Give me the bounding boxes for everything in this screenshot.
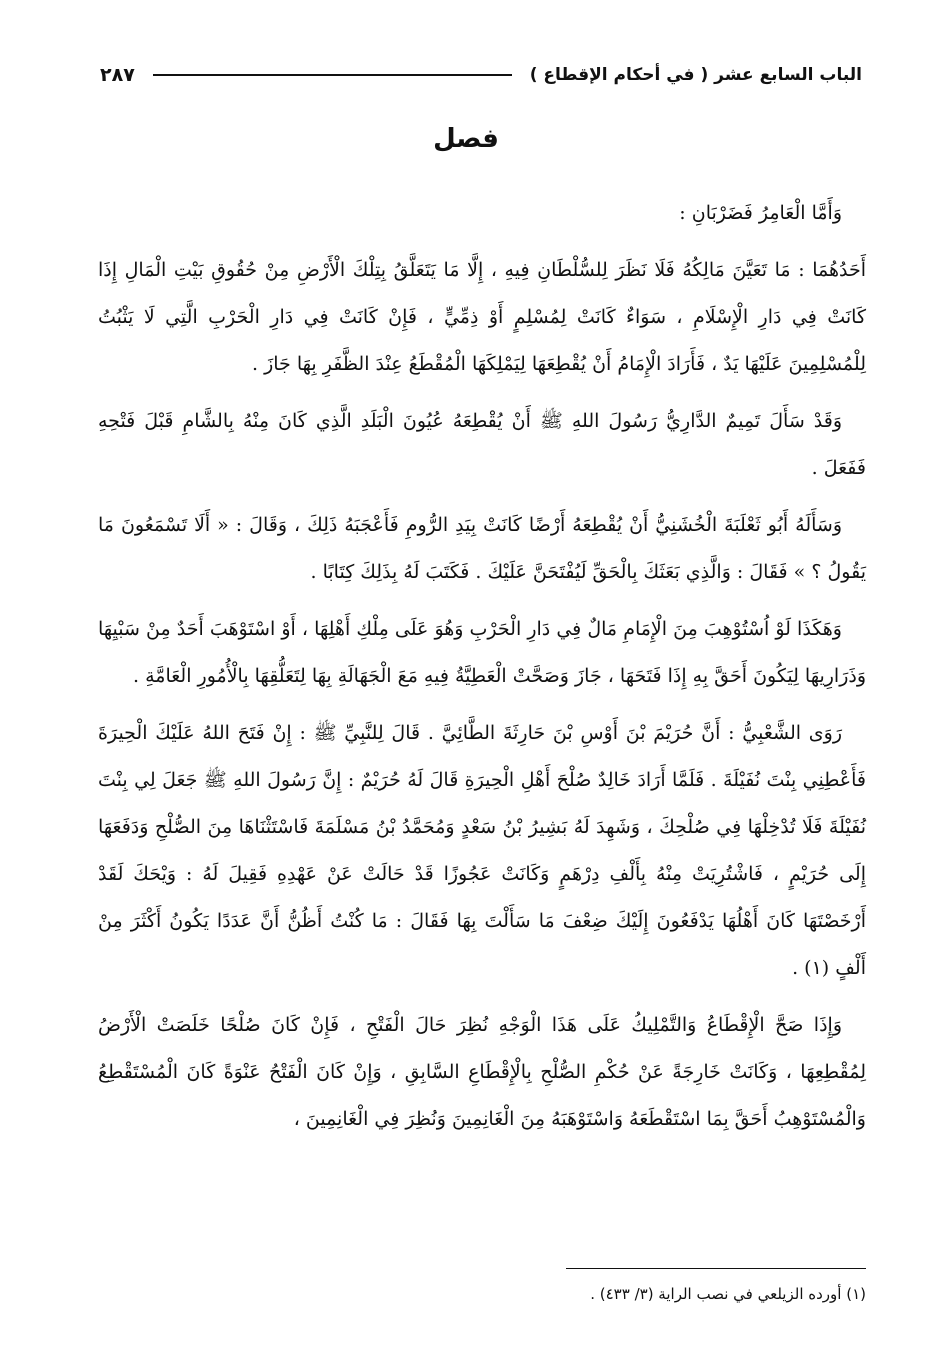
running-header <box>100 58 862 92</box>
running-title: الباب السابع عشر ( في أحكام الإقطاع ) <box>529 65 862 85</box>
footnote-rule <box>566 1268 866 1269</box>
section-heading: فصل <box>433 124 499 154</box>
paragraph: رَوَى الشَّعْبِيُّ : أَنَّ حُرَيْمَ بْنَ أَوْسِ بْنَ حَارِثَةَ الطَّائِيَّ . قَالَ لِلنَّبِيِّ ﷺ : إِنْ فَتَحَ اللهُ عَلَيْكَ الْحِيرَةَ فَأَعْطِنِي بِنْتَ نُفَيْلَةَ . فَلَمَّا أَرَادَ خَالِدٌ صُلْحَ أَهْلِ الْحِيرَةِ قَالَ لَهُ حُرَيْمٌ : إِنَّ رَسُولَ اللهِ ﷺ جَعَلَ لِي بِنْتَ نُفَيْلَةَ فَلَا تُدْخِلْهَا فِي صُلْحِكَ ، وَشَهِدَ لَهُ بَشِيرُ بْنُ سَعْدٍ وَمُحَمَّدُ بْنُ مَسْلَمَةَ فَاسْتَثْنَاهَا مِنَ الصُّلْحِ وَدَفَعَهَا إِلَى حُرَيْمٍ ، فَاشْتُرِيَتْ مِنْهُ بِأَلْفِ دِرْهَمٍ وَكَانَتْ عَجُوزًا قَدْ حَالَتْ عَنْ عَهْدِهِ فَقِيلَ لَهُ : وَيْحَكَ لَقَدْ أَرْخَصْتَهَا كَانَ أَهْلُهَا يَدْفَعُونَ إِلَيْكَ ضِعْفَ مَا سَأَلْتَ بِهَا فَقَالَ : مَا كُنْتُ أَظُنُّ أَنَّ عَدَدًا يَكُونُ أَكْثَرَ مِنْ أَلْفٍ (١) . <box>98 722 866 979</box>
body-text <box>98 190 866 1153</box>
paragraph: وَإِذَا صَحَّ الْإِقْطَاعُ وَالتَّمْلِيكُ عَلَى هَذَا الْوَجْهِ نُظِرَ حَالَ الْفَتْحِ ، فَإِنْ كَانَ صُلْحًا خَلَصَتْ الْأَرْضُ لِمُقْطِعِهَا ، وَكَانَتْ خَارِجَةً عَنْ حُكْمِ الصُّلْحِ بِالْإِقْطَاعِ السَّابِقِ ، وَإِنْ كَانَ الْفَتْحُ عَنْوَةً كَانَ الْمُسْتَقْطِعُ وَالْمُسْتَوْهِبُ أَحَقَّ بِمَا اسْتَقْطَعَهُ وَاسْتَوْهَبَهُ مِنَ الْغَانِمِينَ وَنُظِرَ فِي الْغَانِمِينَ ، <box>98 1014 866 1130</box>
page-number: ٢٨٧ <box>100 64 135 86</box>
paragraph: وَسَأَلَهُ أَبُو ثَعْلَبَةَ الْخُشَنِيُّ أَنْ يُقْطِعَهُ أَرْضًا كَانَتْ بِيَدِ الرُّومِ فَأَعْجَبَهُ ذَلِكَ ، وَقَالَ : « أَلَا تَسْمَعُونَ مَا يَقُولُ ؟ » فَقَالَ : وَالَّذِي بَعَثَكَ بِالْحَقِّ لَيُفْتَحَنَّ عَلَيْكَ . فَكَتَبَ لَهُ بِذَلِكَ كِتَابًا . <box>98 514 866 583</box>
paragraph: وَهَكَذَا لَوْ اُسْتُوْهِبَ مِنَ الْإِمَامِ مَالٌ فِي دَارِ الْحَرْبِ وَهُوَ عَلَى مِلْكِ أَهْلِهَا ، أَوْ اسْتَوْهَبَ أَحَدٌ مِنْ سَبْيِهَا وَذَرَارِيهَا لِيَكُونَ أَحَقَّ بِهِ إِذَا فَتَحَهَا ، جَازَ وَصَحَّتْ الْعَطِيَّةُ فِيهِ مَعَ الْجَهَالَةِ بِهَا لِتَعَلُّقِهَا بِالْأُمُورِ الْعَامَّةِ . <box>98 618 866 687</box>
footnote: (١) أورده الزيلعي في نصب الراية (٣/ ٤٣٣) . <box>590 1285 866 1303</box>
paragraph: وَقَدْ سَأَلَ تَمِيمٌ الدَّارِيُّ رَسُولَ اللهِ ﷺ أَنْ يُقْطِعَهُ عُيُونَ الْبَلَدِ الَّذِي كَانَ مِنْهُ بِالشَّامِ قَبْلَ فَتْحِهِ فَفَعَلَ . <box>98 410 866 479</box>
paragraph: وَأَمَّا الْعَامِرُ فَضَرْبَانِ : <box>679 202 842 224</box>
paragraph: أَحَدُهُمَا : مَا تَعَيَّنَ مَالِكُهُ فَلَا نَظَرَ لِلسُّلْطَانِ فِيهِ ، إِلَّا مَا يَتَعَلَّقُ بِتِلْكَ الْأَرْضِ مِنْ حُقُوقِ بَيْتِ الْمَالِ إِذَا كَانَتْ فِي دَارِ الْإِسْلَامِ ، سَوَاءٌ كَانَتْ لِمُسْلِمٍ أَوْ ذِمِّيٍّ ، فَإِنْ كَانَتْ فِي دَارِ الْحَرْبِ الَّتِي لَا يَثْبُتُ لِلْمُسْلِمِينَ عَلَيْهَا يَدٌ ، فَأَرَادَ الْإِمَامُ أَنْ يُقْطِعَهَا لِيَمْلِكَهَا الْمُقْطَعُ عِنْدَ الظَّفَرِ بِهَا جَازَ . <box>98 259 866 375</box>
header-rule <box>153 74 512 76</box>
